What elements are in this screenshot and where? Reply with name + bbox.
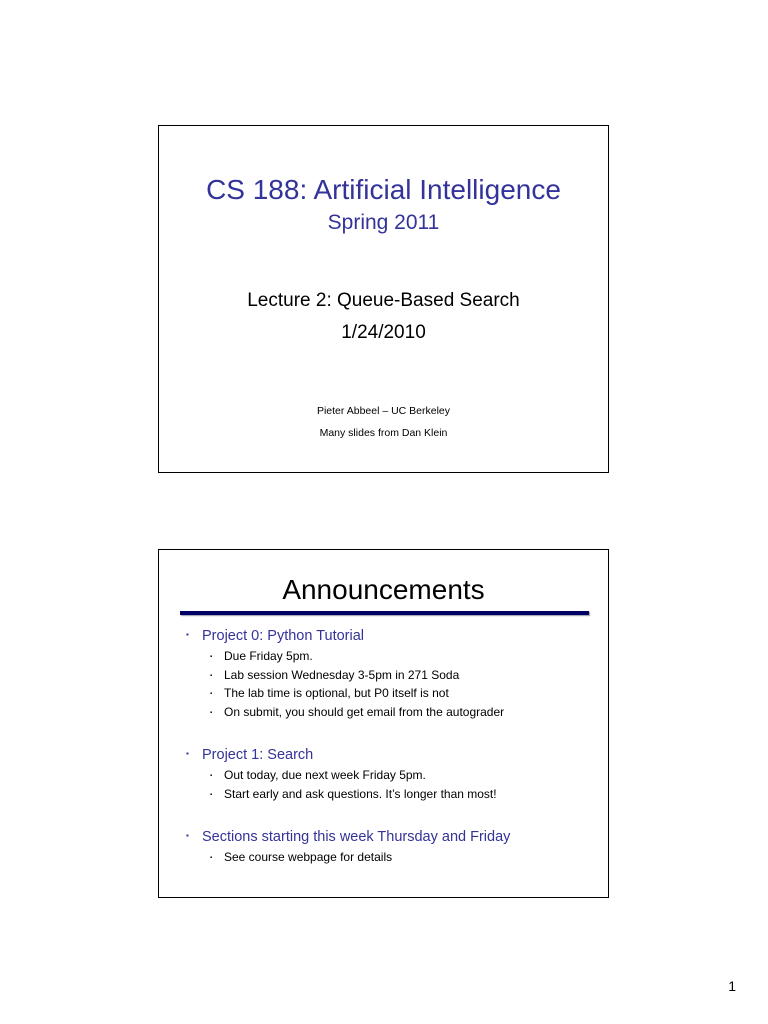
slide-heading: Announcements <box>282 574 485 605</box>
sub-bullet-text: See course webpage for details <box>224 850 393 864</box>
sub-bullet-text: Lab session Wednesday 3-5pm in 271 Soda <box>224 668 460 682</box>
bullet-icon: ▪ <box>210 773 213 779</box>
announcements-slide <box>158 549 609 898</box>
sub-bullet-text: On submit, you should get email from the autograder <box>224 705 505 719</box>
bullet-icon: ▪ <box>186 749 189 758</box>
bullet-item <box>186 747 313 763</box>
bullet-icon: ▪ <box>210 691 213 697</box>
course-title: CS 188: Artificial Intelligence <box>206 174 561 205</box>
credit-line: Many slides from Dan Klein <box>319 427 448 439</box>
bullet-text: Project 1: Search <box>202 747 314 763</box>
bullet-text: Project 0: Python Tutorial <box>202 628 364 644</box>
sub-bullet-text: Out today, due next week Friday 5pm. <box>224 768 426 782</box>
bullet-icon: ▪ <box>210 710 213 716</box>
bullet-icon: ▪ <box>210 855 213 861</box>
sub-bullet-item <box>210 686 449 700</box>
bullet-item <box>186 829 510 845</box>
sub-bullet-text: Due Friday 5pm. <box>224 649 313 663</box>
bullet-icon: ▪ <box>210 792 213 798</box>
lecture-title: Lecture 2: Queue-Based Search <box>247 290 520 311</box>
sub-bullet-item <box>210 787 497 801</box>
author-line: Pieter Abbeel – UC Berkeley <box>316 405 451 417</box>
bullet-item <box>186 628 364 644</box>
bullet-text: Sections starting this week Thursday and Friday <box>202 829 511 845</box>
bullet-icon: ▪ <box>210 673 213 679</box>
sub-bullet-text: The lab time is optional, but P0 itself is not <box>224 686 449 700</box>
page-number: 1 <box>728 978 736 994</box>
sub-bullet-item <box>210 768 426 782</box>
bullet-icon: ▪ <box>210 654 213 660</box>
sub-bullet-item <box>210 649 313 663</box>
bullet-list <box>159 550 608 897</box>
title-slide <box>158 125 609 473</box>
sub-bullet-text: Start early and ask questions. It’s longer than most! <box>224 787 497 801</box>
course-term: Spring 2011 <box>327 211 440 234</box>
sub-bullet-item <box>210 705 504 719</box>
sub-bullet-item <box>210 850 392 864</box>
sub-bullet-item <box>210 668 459 682</box>
lecture-date: 1/24/2010 <box>341 322 426 343</box>
bullet-icon: ▪ <box>186 630 189 639</box>
bullet-icon: ▪ <box>186 831 189 840</box>
